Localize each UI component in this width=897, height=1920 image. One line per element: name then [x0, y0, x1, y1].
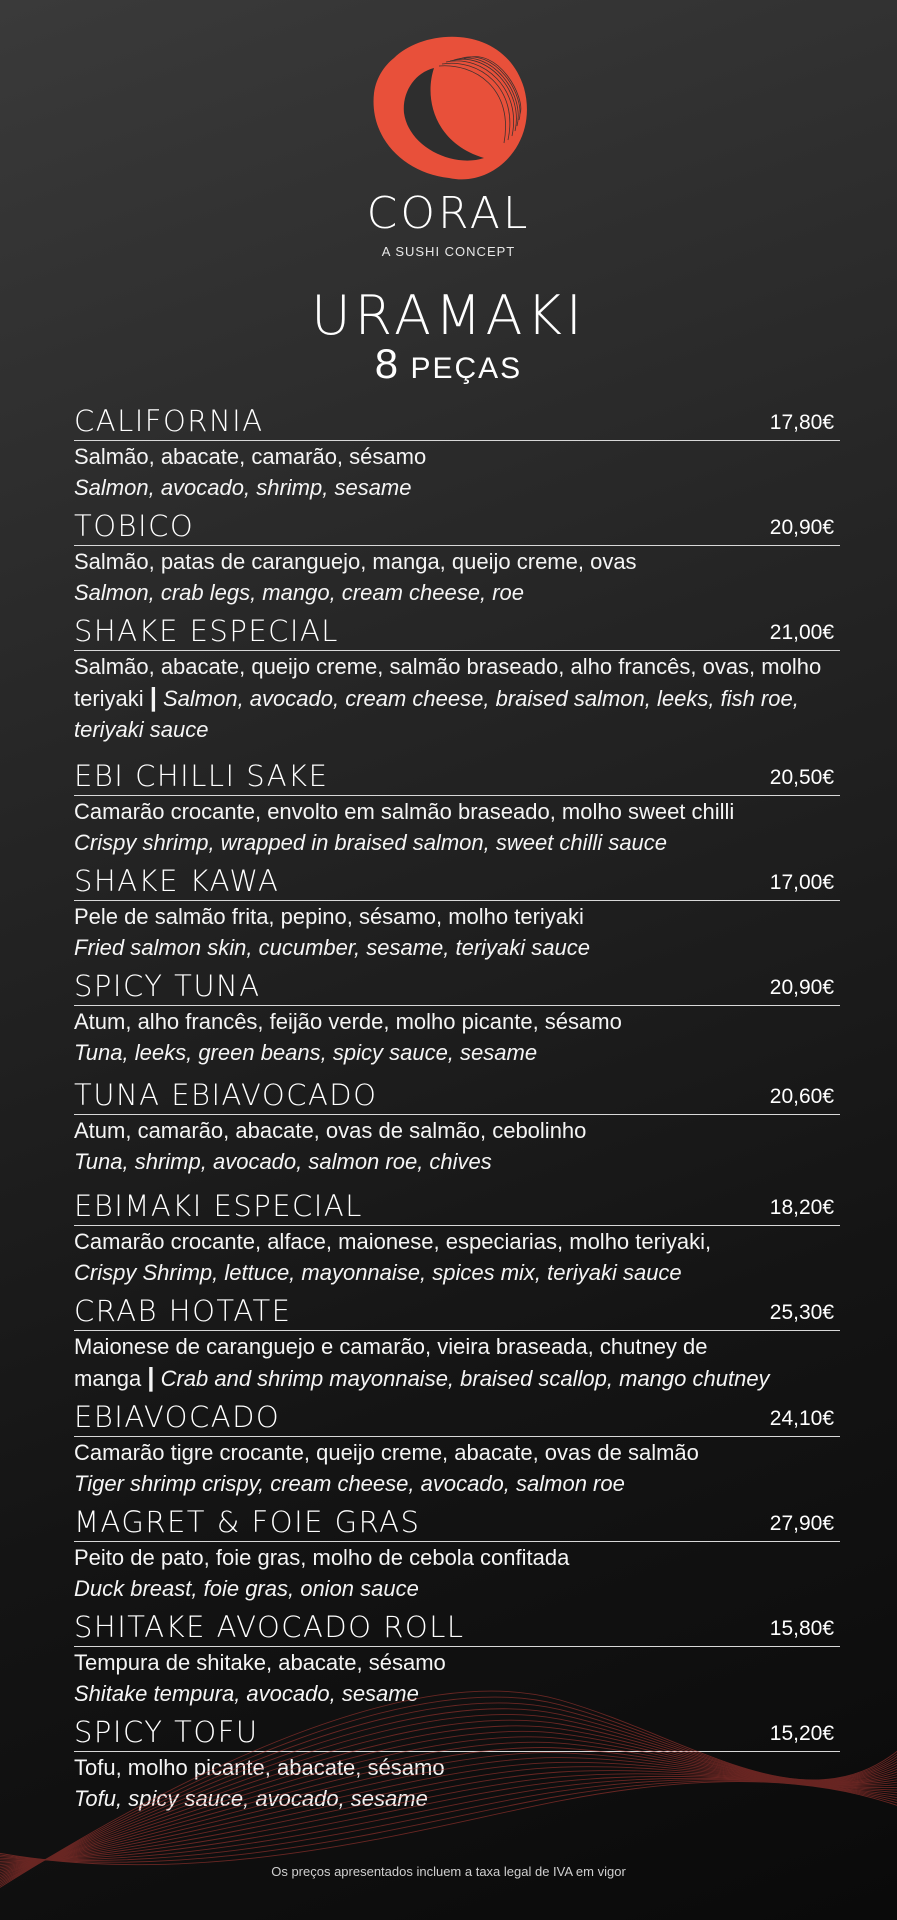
menu-item-desc-en: Salmon, avocado, cream cheese, braised salmon, leeks, fish roe, teriyaki sauce [74, 686, 799, 742]
menu-item [74, 1189, 834, 1288]
menu-item-header [74, 1400, 840, 1437]
menu-item-desc-pt: Salmão, abacate, camarão, sésamo [74, 444, 427, 469]
menu-item-header [74, 509, 840, 546]
menu-item-name: SHITAKE AVOCADO ROLL [74, 1610, 465, 1644]
menu-item-desc-en: Tuna, shrimp, avocado, salmon roe, chives [74, 1149, 492, 1174]
menu-item-desc-pt: Camarão crocante, envolto em salmão braseado, molho sweet chilli [74, 799, 735, 824]
menu-item-name: SHAKE KAWA [74, 864, 280, 898]
wave-line [0, 1753, 897, 1874]
menu-item-price: 20,50€ [769, 766, 834, 789]
menu-item-name: CALIFORNIA [74, 404, 264, 438]
menu-item-price: 20,90€ [769, 976, 834, 999]
menu-item-desc-pt: Camarão tigre crocante, queijo creme, abacate, ovas de salmão [74, 1440, 699, 1465]
menu-item-desc-en: Crab and shrimp mayonnaise, braised scallop, mango chutney [160, 1366, 770, 1391]
section-subtitle [0, 340, 897, 389]
menu-item-name: SPICY TOFU [74, 1715, 259, 1749]
menu-item-desc-pt: Peito de pato, foie gras, molho de cebola confitada [74, 1545, 570, 1570]
menu-item-price: 20,90€ [769, 516, 834, 539]
wave-line [0, 1781, 897, 1863]
menu-item-desc-en: Shitake tempura, avocado, sesame [74, 1681, 419, 1706]
wave-line [0, 1762, 897, 1868]
menu-item-header [74, 1505, 840, 1542]
menu-item-header [74, 969, 840, 1006]
menu-item-price: 15,80€ [769, 1617, 834, 1640]
menu-item [74, 404, 834, 503]
menu-item-price: 17,00€ [769, 871, 834, 894]
menu-item-desc-pt: Tofu, molho picante, abacate, sésamo [74, 1755, 445, 1780]
brand-header [0, 28, 897, 259]
menu-item-header [74, 614, 840, 651]
menu-item-desc-pt: Pele de salmão frita, pepino, sésamo, molho teriyaki [74, 904, 584, 929]
menu-item-desc-en: Duck breast, foie gras, onion sauce [74, 1576, 419, 1601]
menu-item-name: MAGRET & FOIE GRAS [74, 1505, 421, 1539]
menu-item-desc-en: Tiger shrimp crispy, cream cheese, avocado, salmon roe [74, 1471, 625, 1496]
menu-item-price: 20,60€ [769, 1085, 834, 1108]
menu-item-desc-pt: Maionese de caranguejo e camarão, vieira braseada, chutney de manga [74, 1334, 708, 1391]
menu-item-desc-en: Crispy Shrimp, lettuce, mayonnaise, spices mix, teriyaki sauce [74, 1260, 682, 1285]
menu-item-name: TUNA EBIAVOCADO [74, 1078, 378, 1112]
menu-item-name: SPICY TUNA [74, 969, 261, 1003]
menu-item-header [74, 864, 840, 901]
brand-name: CORAL [366, 188, 531, 239]
menu-item [74, 759, 834, 858]
menu-item-desc-en: Salmon, crab legs, mango, cream cheese, roe [74, 580, 525, 605]
separator: | [147, 1362, 155, 1392]
separator: | [149, 682, 157, 712]
menu-item-price: 18,20€ [769, 1196, 834, 1219]
menu-item-name: TOBICO [74, 509, 195, 543]
menu-item-name: EBI CHILLI SAKE [74, 759, 329, 793]
menu-item-desc-pt: Salmão, patas de caranguejo, manga, queijo creme, ovas [74, 549, 637, 574]
piece-unit: PEÇAS [410, 352, 523, 385]
menu-item-name: SHAKE ESPECIAL [74, 614, 339, 648]
wave-line [0, 1720, 897, 1888]
menu-item-desc-en: Crispy shrimp, wrapped in braised salmon, sweet chilli sauce [74, 830, 668, 855]
menu-item-desc-pt: Atum, camarão, abacate, ovas de salmão, cebolinho [74, 1118, 587, 1143]
menu-list [74, 404, 834, 1820]
menu-item-desc [74, 651, 834, 745]
menu-item-header [74, 1078, 840, 1115]
menu-item-desc-en: Tuna, leeks, green beans, spicy sauce, sesame [74, 1040, 538, 1065]
menu-item-price: 15,20€ [769, 1722, 834, 1745]
menu-item-header [74, 759, 840, 796]
menu-item [74, 1294, 834, 1394]
menu-item-desc-en: Tofu, spicy sauce, avocado, sesame [74, 1786, 428, 1811]
brand-tagline: A SUSHI CONCEPT [381, 244, 516, 259]
menu-item-price: 27,90€ [769, 1512, 834, 1535]
menu-item-desc-pt: Tempura de shitake, abacate, sésamo [74, 1650, 446, 1675]
menu-item [74, 864, 834, 963]
piece-count: 8 [374, 340, 401, 387]
menu-item-header [74, 404, 840, 441]
wave-line [0, 1778, 897, 1860]
menu-item-header [74, 1189, 840, 1226]
coral-logo-icon [364, 28, 534, 188]
menu-item-name: CRAB HOTATE [74, 1294, 292, 1328]
menu-item-desc [74, 1331, 834, 1394]
footer-note: Os preços apresentados incluem a taxa legal de IVA em vigor [271, 1864, 626, 1879]
menu-item [74, 614, 834, 745]
menu-item-price: 21,00€ [769, 621, 834, 644]
menu-item-name: EBIAVOCADO [74, 1400, 281, 1434]
menu-item [74, 1505, 834, 1604]
menu-item-desc-pt: Atum, alho francês, feijão verde, molho picante, sésamo [74, 1009, 622, 1034]
menu-item-price: 24,10€ [769, 1407, 834, 1430]
menu-item-price: 17,80€ [769, 411, 834, 434]
menu-item-name: EBIMAKI ESPECIAL [74, 1189, 363, 1223]
menu-item-header [74, 1294, 840, 1331]
menu-item-price: 25,30€ [769, 1301, 834, 1324]
wave-line [0, 1782, 897, 1865]
menu-item [74, 509, 834, 608]
menu-item [74, 1078, 834, 1177]
menu-item [74, 1400, 834, 1499]
menu-item-desc-pt: Camarão crocante, alface, maionese, especiarias, molho teriyaki, [74, 1229, 712, 1254]
section-title: URAMAKI [311, 284, 586, 347]
menu-item-desc-en: Salmon, avocado, shrimp, sesame [74, 475, 412, 500]
menu-item-desc-pt: Salmão, abacate, queijo creme, salmão braseado, alho francês, ovas, molho teriyaki [74, 654, 822, 711]
menu-item-desc-en: Fried salmon skin, cucumber, sesame, teriyaki sauce [74, 935, 590, 960]
wave-line [0, 1731, 897, 1883]
menu-item [74, 969, 834, 1068]
